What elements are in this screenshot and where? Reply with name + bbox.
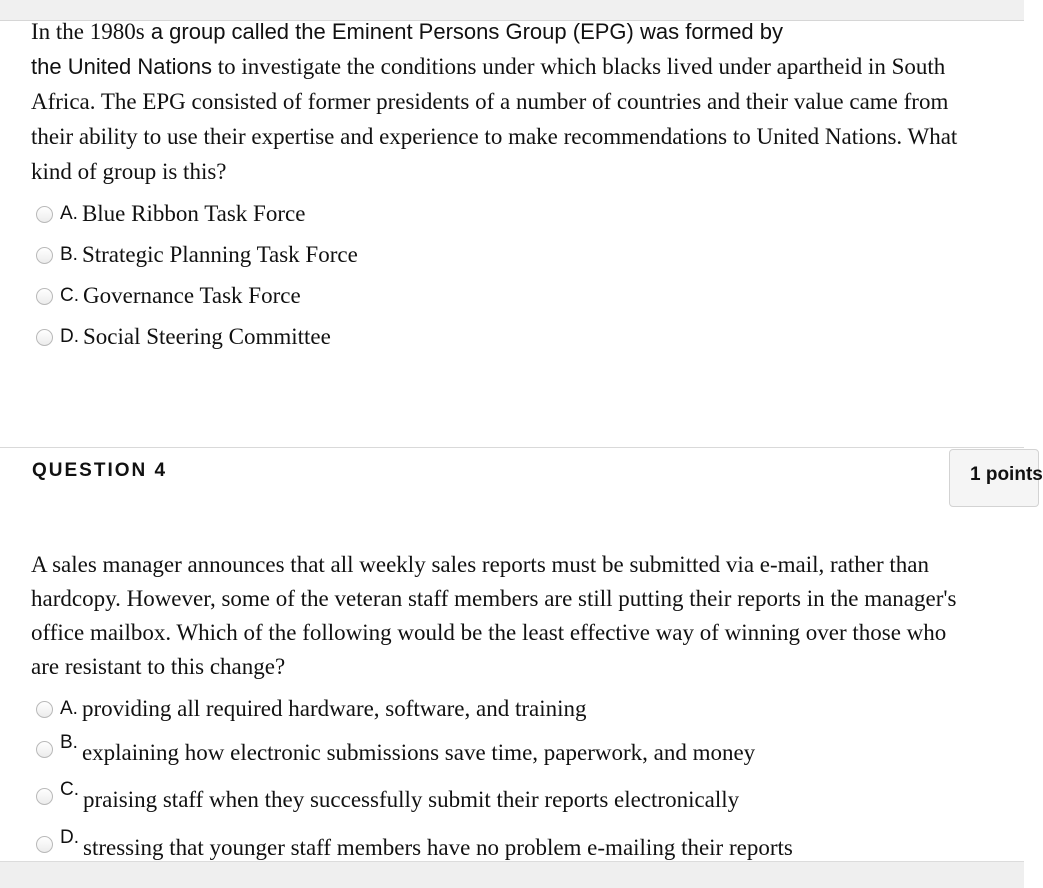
question-4-option-c[interactable] (36, 781, 739, 811)
radio-button[interactable] (36, 329, 53, 346)
radio-button[interactable] (36, 247, 53, 264)
radio-button[interactable] (36, 741, 53, 758)
option-letter: C. (60, 285, 79, 306)
option-letter: A. (60, 698, 78, 719)
question-divider (0, 447, 1024, 448)
question-3-option-b[interactable] (36, 240, 358, 270)
option-text: Blue Ribbon Task Force (81, 201, 306, 226)
option-letter: D. (60, 326, 79, 347)
question-4-option-b[interactable] (36, 734, 755, 764)
question-3-text-part: a group called the Eminent Persons Group (EPG) was formed by (144, 19, 784, 44)
question-3-text (31, 14, 971, 189)
option-text: Governance Task Force (83, 283, 301, 308)
question-3-option-c[interactable] (36, 281, 301, 311)
radio-button[interactable] (36, 788, 53, 805)
question-3-option-a[interactable] (36, 199, 305, 229)
bottom-scroll-edge (0, 861, 1024, 888)
option-letter: B. (60, 732, 78, 753)
option-text: providing all required hardware, software, and training (81, 696, 587, 721)
radio-button[interactable] (36, 206, 53, 223)
question-3-text-part: the United Nations (31, 54, 212, 79)
option-text: Social Steering Committee (83, 324, 331, 349)
question-4-header: QUESTION 4 (32, 460, 168, 481)
question-3-text-part: In the 1980s (31, 19, 145, 44)
radio-button[interactable] (36, 701, 53, 718)
option-text: explaining how electronic submissions save time, paperwork, and money (81, 740, 756, 765)
radio-button[interactable] (36, 836, 53, 853)
option-letter: C. (60, 779, 79, 800)
option-text: Strategic Planning Task Force (81, 242, 358, 267)
question-3-option-d[interactable] (36, 322, 331, 352)
option-text: praising staff when they successfully submit their reports electronically (83, 787, 740, 812)
question-3-text-part: to investigate the conditions under which blacks lived under apartheid in South Africa. The EPG consisted of former presidents of a number of countries and their value came from their ability to use their expertise and experience to make recommendations to United Nations. What kind of group is this? (31, 54, 958, 184)
option-letter: D. (60, 827, 79, 848)
radio-button[interactable] (36, 288, 53, 305)
question-4-option-a[interactable] (36, 694, 587, 724)
option-text: stressing that younger staff members have no problem e-mailing their reports (83, 835, 793, 860)
question-4-option-d[interactable] (36, 829, 793, 859)
question-4-text: A sales manager announces that all weekly sales reports must be submitted via e-mail, rather than hardcopy. However, some of the veteran staff members are still putting their reports in the manager's office mailbox. Which of the following would be the least effective way of winning over those who are resistant to this change? (31, 552, 957, 679)
option-letter: B. (60, 244, 78, 265)
option-letter: A. (60, 203, 78, 224)
points-badge: 1 points (949, 449, 1039, 507)
